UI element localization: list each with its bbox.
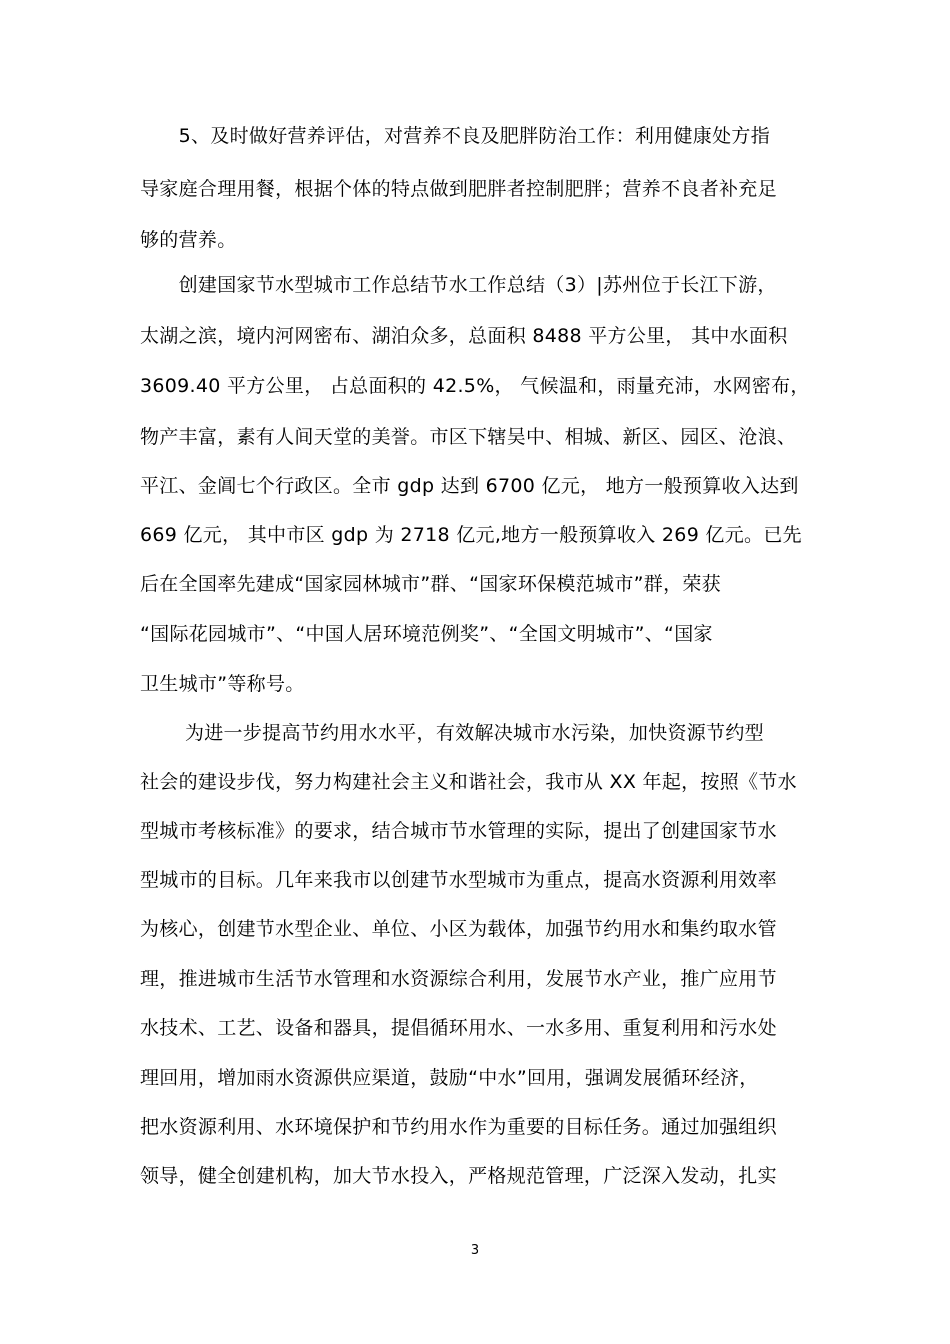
text-line: 后在全国率先建成“国家园林城市”群、“国家环保模范城市”群，荣获 (140, 573, 721, 595)
text-line: 5、及时做好营养评估，对营养不良及肥胖防治工作：利用健康处方指 (140, 125, 770, 147)
text-line: 为核心，创建节水型企业、单位、小区为载体，加强节约用水和集约取水管 (140, 918, 777, 940)
page-number: 3 (470, 1243, 480, 1258)
text-line: 669 亿元， 其中市区 gdp 为 2718 亿元,地方一般预算收入 269 亿元。已先 (140, 524, 802, 546)
text-line: 太湖之滨，境内河网密布、湖泊众多，总面积 8488 平方公里， 其中水面积 (140, 325, 788, 347)
text-line: 创建国家节水型城市工作总结节水工作总结（3）|苏州位于长江下游， (140, 274, 777, 296)
text-line: 物产丰富，素有人间天堂的美誉。市区下辖吴中、相城、新区、园区、沧浪、 (140, 426, 797, 448)
text-line: 理，推进城市生活节水管理和水资源综合利用，发展节水产业，推广应用节 (140, 968, 777, 990)
text-line: 水技术、工艺、设备和器具，提倡循环用水、一水多用、重复利用和污水处 (140, 1017, 777, 1039)
text-line: 够的营养。 (140, 229, 237, 251)
text-line: 领导，健全创建机构，加大节水投入，严格规范管理，广泛深入发动，扎实 (140, 1165, 777, 1187)
text-line: 社会的建设步伐，努力构建社会主义和谐社会，我市从 XX 年起，按照《节水 (140, 771, 797, 793)
text-line: 把水资源利用、水环境保护和节约用水作为重要的目标任务。通过加强组织 (140, 1116, 777, 1138)
text-line: 型城市的目标。几年来我市以创建节水型城市为重点，提高水资源利用效率 (140, 869, 777, 891)
text-line: 卫生城市”等称号。 (140, 673, 305, 695)
text-line: “国际花园城市”、“中国人居环境范例奖”、“全国文明城市”、“国家 (140, 623, 713, 645)
text-line: 为进一步提高节约用水水平，有效解决城市水污染，加快资源节约型 (140, 722, 764, 744)
text-line: 导家庭合理用餐，根据个体的特点做到肥胖者控制肥胖；营养不良者补充足 (140, 178, 777, 200)
text-line: 3609.40 平方公里， 占总面积的 42.5%， 气候温和，雨量充沛，水网密布， (140, 375, 810, 397)
text-line: 平江、金阊七个行政区。全市 gdp 达到 6700 亿元， 地方一般预算收入达到 (140, 475, 799, 497)
text-line: 理回用，增加雨水资源供应渠道，鼓励“中水”回用，强调发展循环经济， (140, 1067, 759, 1089)
text-line: 型城市考核标准》的要求，结合城市节水管理的实际，提出了创建国家节水 (140, 820, 777, 842)
